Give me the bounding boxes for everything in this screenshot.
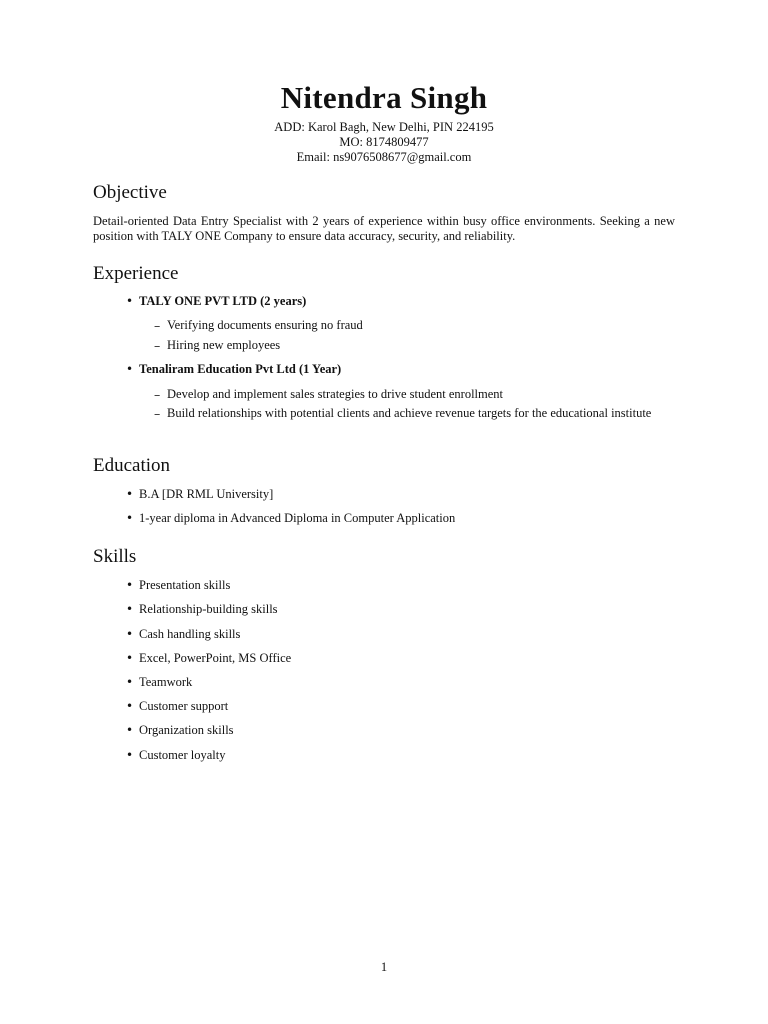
email-line: Email: ns9076508677@gmail.com: [296, 150, 472, 164]
bullet-icon: •: [126, 748, 134, 762]
education-item: 1-year diploma in Advanced Diploma in Computer Application: [139, 511, 456, 525]
skill-item: Teamwork: [139, 675, 193, 689]
dash-icon: –: [154, 406, 161, 421]
candidate-name: Nitendra Singh: [280, 80, 488, 115]
bullet-icon: •: [126, 294, 134, 308]
skill-item: Excel, PowerPoint, MS Office: [139, 651, 292, 665]
dash-icon: –: [154, 318, 161, 333]
page-number: 1: [380, 960, 388, 974]
skill-item: Customer loyalty: [139, 748, 226, 762]
resume-page: [93, 0, 675, 1024]
education-item: B.A [DR RML University]: [139, 487, 274, 501]
objective-heading: Objective: [93, 182, 167, 203]
address-line: ADD: Karol Bagh, New Delhi, PIN 224195: [274, 120, 494, 134]
job-duty: Hiring new employees: [167, 338, 281, 352]
dash-icon: –: [154, 387, 161, 402]
experience-heading: Experience: [93, 263, 179, 284]
resume-header: [93, 80, 675, 165]
bullet-icon: •: [126, 627, 134, 641]
job-duty: Develop and implement sales strategies to drive student enrollment: [167, 387, 504, 401]
bullet-icon: •: [126, 362, 134, 376]
education-heading: Education: [93, 455, 171, 476]
dash-icon: –: [154, 338, 161, 353]
job-heading: Tenaliram Education Pvt Ltd (1 Year): [139, 362, 342, 376]
bullet-icon: •: [126, 602, 134, 616]
skill-item: Organization skills: [139, 723, 234, 737]
bullet-icon: •: [126, 487, 134, 501]
skill-item: Presentation skills: [139, 578, 231, 592]
skill-item: Relationship-building skills: [139, 602, 278, 616]
skill-item: Cash handling skills: [139, 627, 241, 641]
skill-item: Customer support: [139, 699, 229, 713]
skills-heading: Skills: [93, 546, 137, 567]
job-heading: TALY ONE PVT LTD (2 years): [139, 294, 307, 308]
bullet-icon: •: [126, 578, 134, 592]
job-duty: Build relationships with potential clients and achieve revenue targets for the educational institute: [167, 406, 652, 420]
job-duty: Verifying documents ensuring no fraud: [167, 318, 363, 332]
bullet-icon: •: [126, 511, 134, 525]
bullet-icon: •: [126, 723, 134, 737]
objective-text: Detail-oriented Data Entry Specialist with 2 years of experience within busy office environments. Seeking a new position with TALY ONE Company to ensure data accuracy, security, and reliability.: [93, 214, 675, 243]
mobile-line: MO: 8174809477: [339, 135, 429, 149]
bullet-icon: •: [126, 699, 134, 713]
bullet-icon: •: [126, 675, 134, 689]
bullet-icon: •: [126, 651, 134, 665]
